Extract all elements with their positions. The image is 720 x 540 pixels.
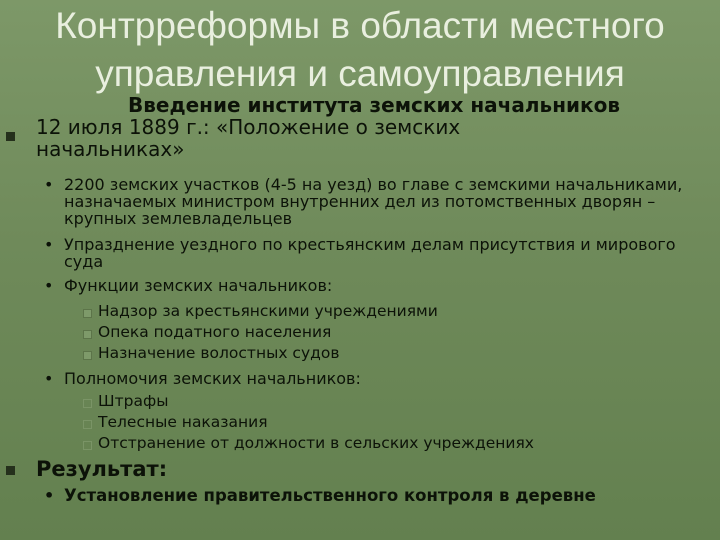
section-2-heading: Результат: xyxy=(36,457,168,481)
section-1-heading: Введение института земских начальников xyxy=(128,93,620,117)
sub-list-item-text: Опека податного населения xyxy=(98,323,332,341)
sub-list-item-text: Телесные наказания xyxy=(98,413,268,431)
list-item xyxy=(44,277,712,294)
list-item xyxy=(44,487,712,504)
square-bullet-icon xyxy=(83,309,92,318)
list-item-text: Функции земских начальников: xyxy=(64,276,333,295)
section-2-item xyxy=(6,458,712,480)
title-line-2: управления и самоуправления xyxy=(95,53,625,94)
sub-list-item-text: Назначение волостных судов xyxy=(98,344,340,362)
sub-list-item xyxy=(80,393,700,410)
list-item xyxy=(44,176,712,227)
square-bullet-icon xyxy=(83,399,92,408)
square-bullet-icon xyxy=(6,132,15,141)
dot-bullet-icon: • xyxy=(44,235,54,254)
sub-list-item xyxy=(80,414,700,431)
list-item-text: Упразднение уездного по крестьянским делам присутствия и мирового суда xyxy=(64,235,676,271)
square-bullet-icon xyxy=(83,441,92,450)
sub-list-item-text: Надзор за крестьянскими учреждениями xyxy=(98,302,438,320)
title-line-1: Контрреформы в области местного xyxy=(55,5,665,46)
dot-bullet-icon: • xyxy=(44,486,55,505)
section-1-text-line-1: 12 июля 1889 г.: «Положение о земских xyxy=(36,115,461,139)
sub-list-item-text: Отстранение от должности в сельских учреждениях xyxy=(98,434,534,452)
square-bullet-icon xyxy=(83,420,92,429)
list-item xyxy=(44,370,712,387)
sub-list-item xyxy=(80,345,700,362)
section-1-item xyxy=(6,94,712,160)
square-bullet-icon xyxy=(83,330,92,339)
dot-bullet-icon: • xyxy=(44,175,54,194)
sub-list-item xyxy=(80,435,700,452)
list-item-text: Установление правительственного контроля в деревне xyxy=(64,486,596,505)
sub-list-item-text: Штрафы xyxy=(98,392,169,410)
dot-bullet-icon: • xyxy=(44,276,54,295)
sub-list-item xyxy=(80,324,700,341)
list-item xyxy=(44,236,712,270)
dot-bullet-icon: • xyxy=(44,369,54,388)
list-item-text: Полномочия земских начальников: xyxy=(64,369,361,388)
section-1-text-line-2: начальниках» xyxy=(36,137,185,161)
sub-list-item xyxy=(80,303,700,320)
square-bullet-icon xyxy=(83,351,92,360)
list-item-text: 2200 земских участков (4-5 на уезд) во главе с земскими начальниками, назначаемых министром внутренних дел из потомственных дворян – крупных землевладельцев xyxy=(64,175,683,228)
square-bullet-icon xyxy=(6,466,15,475)
slide-title xyxy=(20,2,700,98)
